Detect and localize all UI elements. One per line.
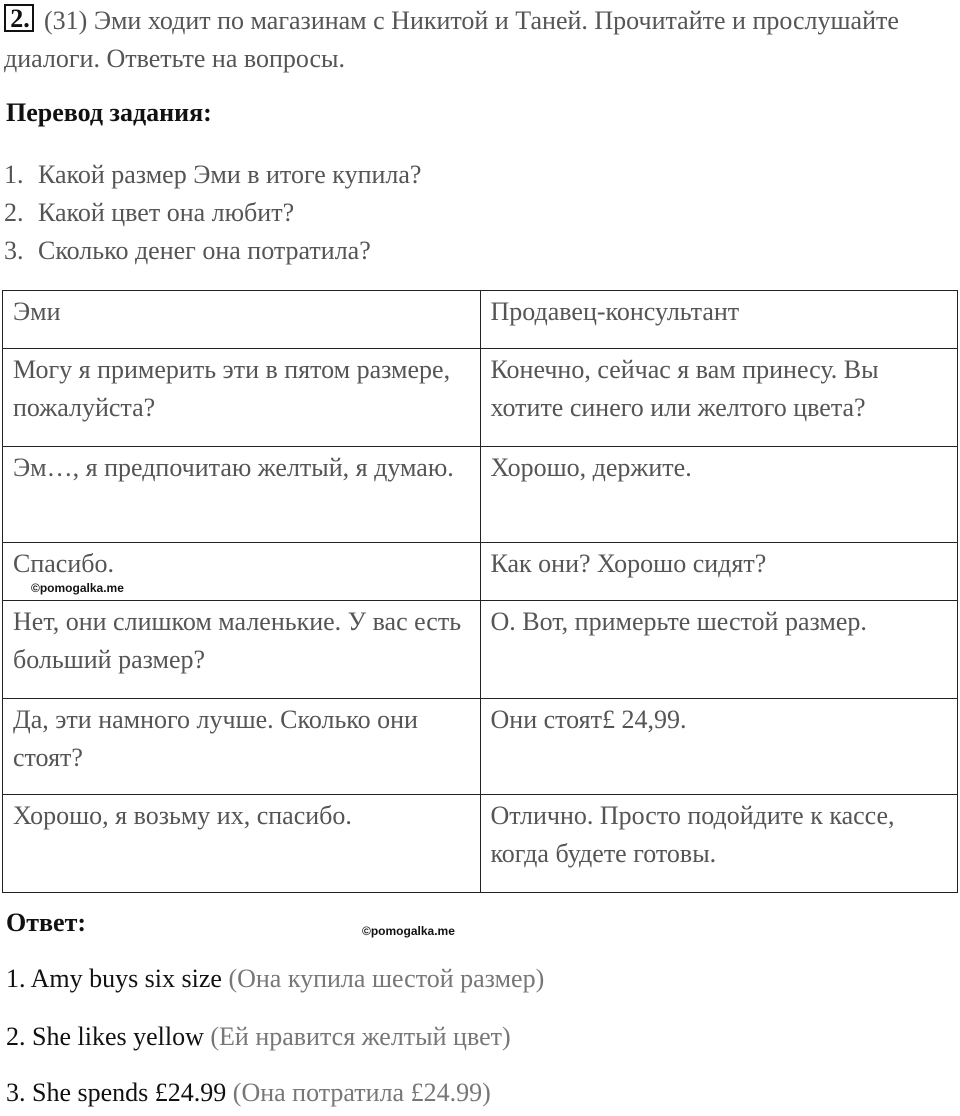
dialog-row (3, 601, 958, 699)
answer-translation: (Она купила шестой размер) (228, 964, 545, 993)
dialog-table (2, 290, 958, 893)
answer-english: 2. She likes yellow (6, 1022, 204, 1051)
dialog-row (3, 349, 958, 447)
question-number: 2. (4, 198, 24, 227)
dialog-cell-amy (3, 601, 481, 699)
dialog-row (3, 699, 958, 795)
answer-item (6, 964, 544, 994)
answer-title: Ответ: (6, 908, 87, 937)
dialog-cell-text: Они стоят£ 24,99. (490, 705, 687, 734)
dialog-cell-amy (3, 795, 481, 893)
dialog-cell-amy (3, 447, 481, 543)
dialog-cell-amy (3, 699, 481, 795)
dialog-cell-text: Да, эти намного лучше. Сколько они стоят? (13, 705, 418, 772)
dialog-cell-amy (3, 543, 481, 601)
dialog-table-body (3, 291, 958, 893)
dialog-cell-assistant (480, 795, 958, 893)
task-text: (31) Эми ходит по магазинам с Никитой и Таней. Прочитайте и прослушайте диалоги. Ответьте на вопросы. (4, 6, 899, 73)
dialog-cell-assistant (480, 601, 958, 699)
dialog-cell-text: Эм…, я предпочитаю желтый, я думаю. (13, 453, 454, 482)
dialog-cell-text: Могу я примерить эти в пятом размере, пожалуйста? (13, 355, 451, 422)
answer-english: 3. She spends £24.99 (6, 1078, 227, 1107)
question-number: 3. (4, 236, 24, 265)
dialog-row (3, 291, 958, 349)
question-item (4, 156, 421, 194)
dialog-cell-text: Хорошо, держите. (490, 453, 692, 482)
dialog-cell-text: О. Вот, примерьте шестой размер. (490, 607, 867, 636)
dialog-cell-assistant (480, 447, 958, 543)
dialog-cell-amy (3, 349, 481, 447)
question-item (4, 194, 421, 232)
dialog-row (3, 447, 958, 543)
watermark: ©pomogalka.me (31, 581, 124, 595)
dialog-row (3, 543, 958, 601)
task-header (4, 2, 954, 78)
dialog-row (3, 795, 958, 893)
dialog-cell-text: Как они? Хорошо сидят? (490, 549, 767, 578)
question-number: 1. (4, 160, 24, 189)
dialog-cell-text: Спасибо. (13, 549, 114, 578)
question-text: Сколько денег она потратила? (38, 236, 371, 265)
question-list (4, 156, 421, 270)
dialog-cell-assistant (480, 543, 958, 601)
dialog-cell-text: Конечно, сейчас я вам принесу. Вы хотите синего или желтого цвета? (490, 355, 879, 422)
question-text: Какой цвет она любит? (38, 198, 295, 227)
translation-title: Перевод задания: (6, 98, 212, 127)
answer-item (6, 1078, 491, 1108)
task-number: 2. (4, 4, 34, 32)
dialog-cell-text: Отлично. Просто подойдите к кассе, когда будете готовы. (490, 801, 895, 868)
question-item (4, 232, 421, 270)
dialog-cell-text: Эми (13, 297, 61, 326)
dialog-cell-text: Продавец-консультант (490, 297, 740, 326)
answer-translation: (Ей нравится желтый цвет) (210, 1022, 511, 1051)
watermark: ©pomogalka.me (362, 924, 455, 938)
dialog-cell-text: Нет, они слишком маленькие. У вас есть больший размер? (13, 607, 462, 674)
dialog-cell-assistant (480, 291, 958, 349)
answer-english: 1. Amy buys six size (6, 964, 222, 993)
dialog-cell-amy (3, 291, 481, 349)
question-text: Какой размер Эми в итоге купила? (38, 160, 422, 189)
dialog-cell-assistant (480, 699, 958, 795)
dialog-cell-text: Хорошо, я возьму их, спасибо. (13, 801, 352, 830)
dialog-cell-assistant (480, 349, 958, 447)
answer-item (6, 1022, 511, 1052)
answer-translation: (Она потратила £24.99) (232, 1078, 491, 1107)
